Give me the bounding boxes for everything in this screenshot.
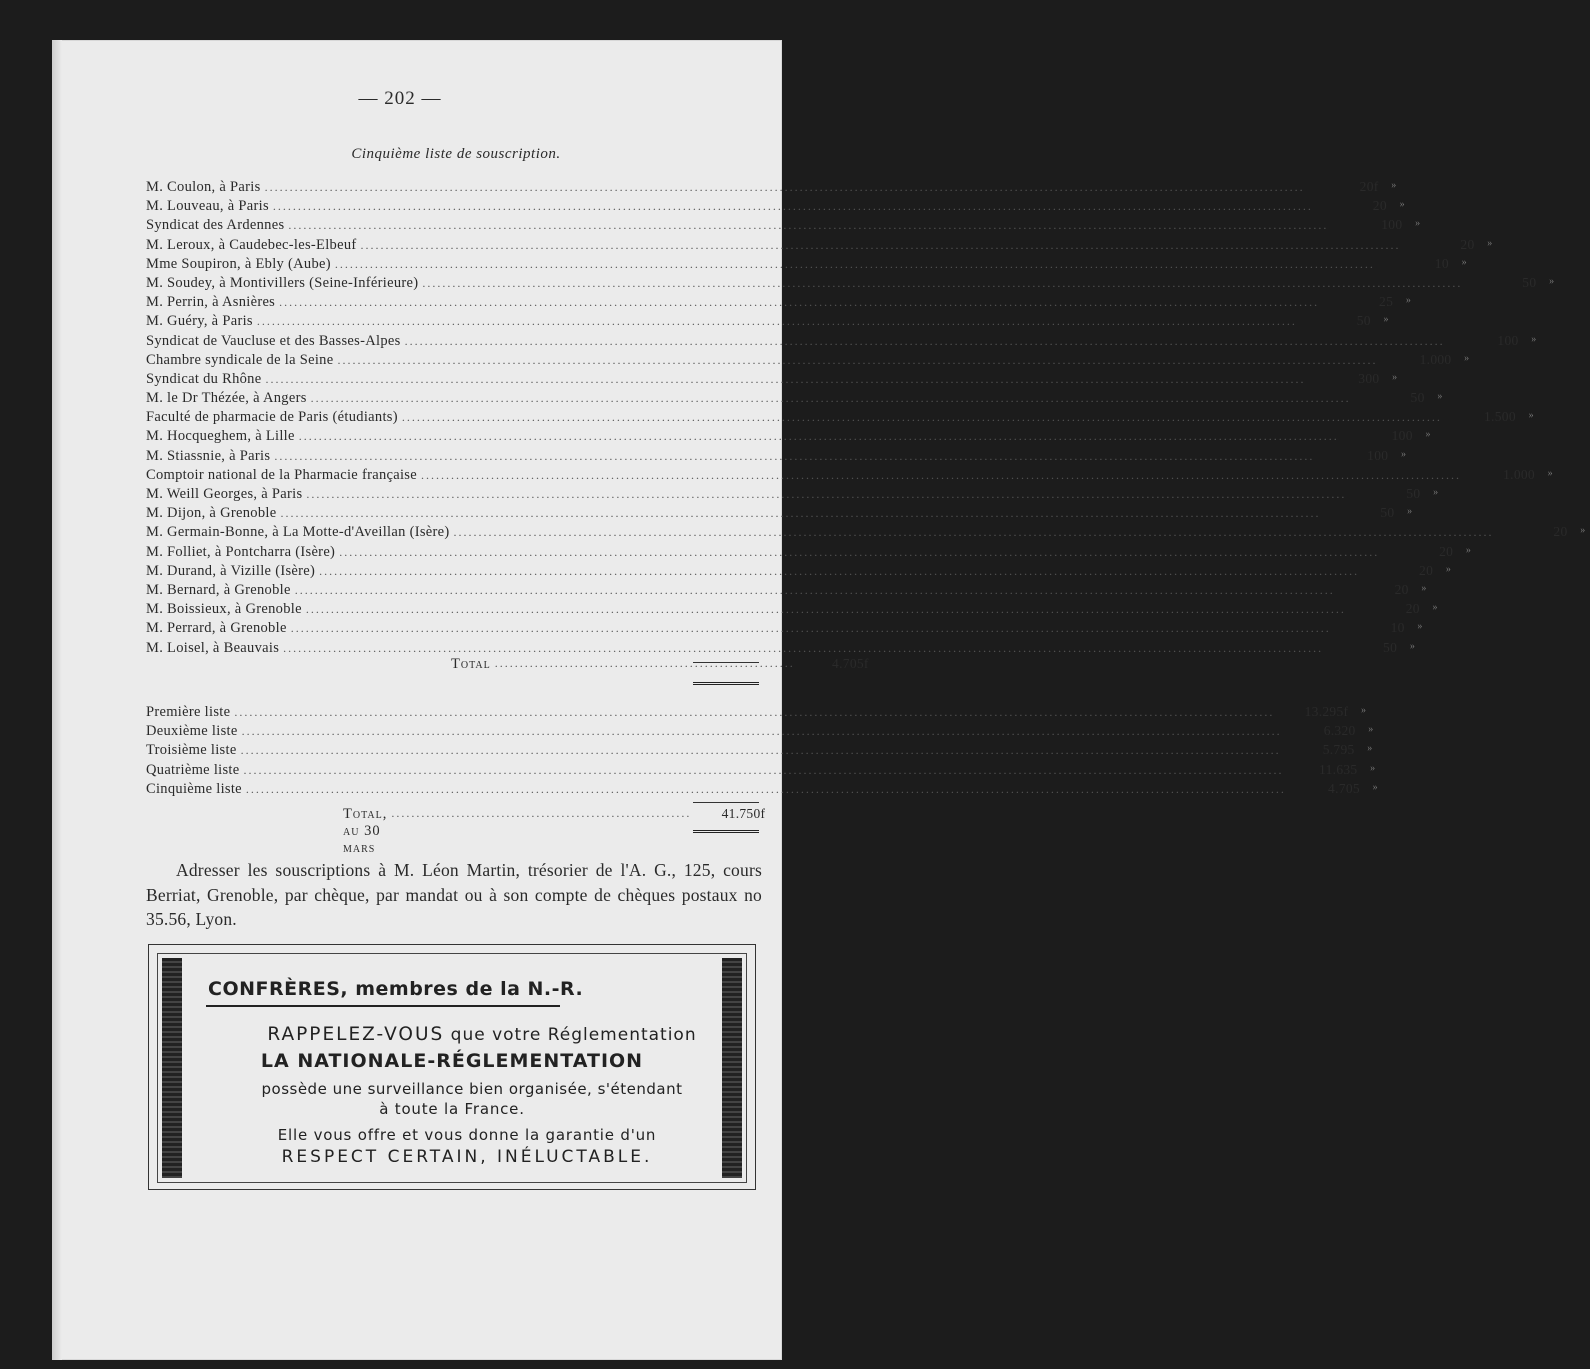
total-label: Total: [451, 656, 491, 672]
entry-name: M. Coulon, à Paris: [146, 179, 261, 195]
leader-dots: [241, 743, 1281, 758]
list-item: [146, 255, 1449, 275]
list-item: [146, 179, 1379, 198]
list-item: [146, 620, 1405, 639]
entry-name: Deuxième liste: [146, 723, 238, 740]
list-item: [146, 543, 1454, 563]
lists-summary: [146, 704, 1360, 800]
list-item: [146, 294, 1394, 313]
total-rule-bottom: [693, 682, 759, 685]
entry-amount: 10 »: [1335, 620, 1427, 636]
leader-dots: [246, 782, 1286, 797]
list-item: [146, 562, 1434, 582]
entry-name: Première liste: [146, 704, 231, 720]
list-item: [146, 524, 1568, 543]
list-subtitle: Cinquième liste de souscription.: [351, 146, 561, 162]
leader-dots: [295, 583, 1335, 598]
entry-amount: 50 »: [1327, 640, 1419, 656]
list-item: [146, 505, 1395, 524]
entry-name: M. Loisel, à Beauvais: [146, 639, 280, 656]
entry-amount: 1.500 »: [1446, 409, 1538, 425]
leader-dots: [311, 391, 1351, 406]
entry-amount: 50 »: [1350, 486, 1442, 502]
entry-name: M. Boissieux, à Grenoble: [146, 601, 302, 618]
list-item: [146, 274, 1537, 294]
leader-dots: [265, 180, 1305, 195]
entry-name: Troisième liste: [146, 742, 237, 759]
entry-name: M. Durand, à Vizille (Isère): [146, 562, 316, 579]
leader-dots: [274, 449, 1314, 464]
entry-name: M. Perrin, à Asnières: [146, 294, 276, 311]
list-item: [146, 332, 1519, 352]
list-item: [146, 447, 1389, 467]
list-item: [146, 198, 1387, 217]
entry-amount: 20 »: [1363, 563, 1455, 579]
entry-name: M. Louveau, à Paris: [146, 198, 269, 215]
list-item: [146, 409, 1516, 428]
grand-total-label: Total, au 30 mars: [343, 806, 388, 856]
entry-amount: 11.635 »: [1287, 762, 1379, 778]
list-item: [146, 601, 1420, 620]
entry-name: Faculté de pharmacie de Paris (étudiants): [146, 409, 398, 426]
ad-left-bar: [162, 958, 182, 1178]
leader-dots: [242, 724, 1282, 739]
ad-right-bar: [722, 958, 742, 1178]
entry-name: M. Soudey, à Montivillers (Seine-Inférieure): [146, 274, 419, 291]
grand-total-rule-bottom: [693, 830, 759, 833]
subscription-list: [146, 179, 1568, 659]
entry-amount: 100 »: [1332, 217, 1424, 233]
entry-amount: 20 »: [1498, 524, 1590, 540]
total-row: Total ............................................................ 4.705f: [146, 656, 766, 678]
entry-name: M. Perrard, à Grenoble: [146, 620, 287, 637]
leader-dots: [273, 199, 1313, 214]
list-item: [146, 313, 1371, 332]
list-item: [146, 742, 1355, 761]
grand-total-amount: 41.750f: [721, 806, 766, 821]
total-block: [146, 656, 869, 678]
entry-amount: 100 »: [1343, 428, 1435, 444]
list-item: [146, 428, 1413, 447]
leader-dots: [280, 506, 1320, 521]
list-item: [146, 217, 1403, 236]
entry-amount: 20 »: [1405, 237, 1497, 253]
list-item: [146, 780, 1360, 800]
leader-dots: [405, 334, 1445, 349]
leader-dots: [283, 641, 1323, 656]
entry-name: M. Germain-Bonne, à La Motte-d'Aveillan (Isère): [146, 524, 450, 541]
entry-name: M. Stiassnie, à Paris: [146, 447, 271, 464]
list-item: [146, 486, 1421, 505]
ad-line-3: possède une surveillance bien organisée, s'étendant: [261, 1080, 683, 1098]
ad-line-1: [188, 1024, 716, 1045]
entry-amount: 20 »: [1317, 198, 1409, 214]
entry-amount: 1.000 »: [1381, 352, 1473, 368]
list-item: [146, 704, 1349, 723]
leader-dots: [279, 295, 1319, 310]
entry-name: Chambre syndicale de la Seine: [146, 351, 334, 368]
entry-name: M. Weill Georges, à Paris: [146, 486, 303, 502]
total-amount: 4.705f: [832, 656, 869, 671]
ad-content: [188, 954, 716, 1182]
list-item: [146, 761, 1358, 781]
leader-dots: [288, 218, 1328, 233]
leader-dots: [402, 410, 1442, 425]
entry-amount: 20 »: [1350, 601, 1442, 617]
page-edge: [52, 40, 62, 1360]
leader-dots: [234, 705, 1274, 720]
grand-total-rule-top: [693, 802, 759, 803]
entry-name: Cinquième liste: [146, 780, 242, 797]
entry-name: Mme Soupiron, à Ebly (Aube): [146, 255, 331, 272]
entry-amount: 25 »: [1323, 294, 1415, 310]
entry-amount: 6.320 »: [1286, 723, 1378, 739]
leader-dots: [339, 545, 1379, 560]
entry-amount: 20 »: [1339, 582, 1431, 598]
leader-dots: [421, 468, 1461, 483]
leader-dots: [299, 429, 1339, 444]
instructions-paragraph: Adresser les souscriptions à M. Léon Martin, trésorier de l'A. G., 125, cours Berriat, Grenoble, par chèque, par mandat ou à son compte de chèques postaux no 35.56, Lyon.: [146, 860, 762, 929]
list-item: [146, 236, 1475, 256]
entry-amount: 50 »: [1466, 275, 1558, 291]
advertisement-box: [148, 944, 756, 1190]
entry-amount: 5.795 »: [1285, 742, 1377, 758]
list-item: [146, 390, 1425, 409]
entry-name: M. Bernard, à Grenoble: [146, 581, 291, 598]
entry-name: Syndicat du Rhône: [146, 370, 262, 387]
leader-dots: [306, 487, 1346, 502]
ad-line-1-emphasis: RAPPELEZ-VOUS: [267, 1024, 445, 1045]
ad-heading: CONFRÈRES, membres de la N.-R.: [208, 978, 584, 1000]
ad-heading-underline: [206, 1005, 560, 1007]
list-item: [146, 351, 1452, 371]
leader-dots: [319, 564, 1359, 579]
entry-name: M. Leroux, à Caudebec-les-Elbeuf: [146, 236, 357, 253]
grand-total-block: [146, 806, 766, 856]
leader-dots: [422, 276, 1462, 291]
entry-amount: 20f »: [1309, 179, 1401, 195]
leader-dots: [257, 314, 1297, 329]
leader-dots: [291, 621, 1331, 636]
ad-line-5: Elle vous offre et vous donne la garantie d'un: [277, 1126, 657, 1144]
entry-name: Syndicat des Ardennes: [146, 217, 285, 234]
entry-name: M. Hocqueghem, à Lille: [146, 428, 295, 445]
entry-amount: 13.295f »: [1278, 704, 1370, 720]
entry-amount: 50 »: [1301, 313, 1393, 329]
advertisement-inner-frame: [157, 953, 747, 1183]
list-item: [146, 581, 1409, 601]
leader-dots: [335, 257, 1375, 272]
leader-dots: [265, 372, 1305, 387]
entry-amount: 4.705 »: [1290, 781, 1382, 797]
list-item: [146, 723, 1356, 742]
entry-name: Comptoir national de la Pharmacie française: [146, 466, 417, 483]
entry-name: M. Folliet, à Pontcharra (Isère): [146, 543, 336, 560]
list-item: [146, 370, 1380, 390]
list-item: [146, 466, 1535, 486]
entry-name: M. Guéry, à Paris: [146, 313, 253, 330]
entry-amount: 10 »: [1379, 256, 1471, 272]
leader-dots: [306, 602, 1346, 617]
entry-amount: 20 »: [1383, 544, 1475, 560]
ad-line-1-rest: que votre Réglementation: [450, 1025, 697, 1045]
entry-amount: 1.000 »: [1465, 467, 1557, 483]
page-number: — 202 —: [358, 88, 442, 109]
entry-amount: 100 »: [1449, 333, 1541, 349]
leader-dots: [337, 353, 1377, 368]
ad-line-2: LA NATIONALE-RÉGLEMENTATION: [260, 1050, 644, 1072]
grand-total-row: Total, au 30 mars ............................................................ 41.750f: [146, 806, 766, 828]
leader-dots: [454, 525, 1494, 540]
leader-dots: [243, 763, 1283, 778]
entry-name: Quatrième liste: [146, 761, 240, 778]
leader-dots: [361, 238, 1401, 253]
entry-amount: 100 »: [1318, 448, 1410, 464]
entry-amount: 50 »: [1355, 390, 1447, 406]
ad-line-4: à toute la France.: [379, 1100, 525, 1118]
entry-amount: 300 »: [1309, 371, 1401, 387]
entry-name: Syndicat de Vaucluse et des Basses-Alpes: [146, 332, 401, 349]
entry-name: M. Dijon, à Grenoble: [146, 505, 277, 522]
entry-amount: 50 »: [1324, 505, 1416, 521]
ad-line-6: RESPECT CERTAIN, INÉLUCTABLE.: [281, 1147, 653, 1167]
entry-name: M. le Dr Thézée, à Angers: [146, 390, 307, 407]
